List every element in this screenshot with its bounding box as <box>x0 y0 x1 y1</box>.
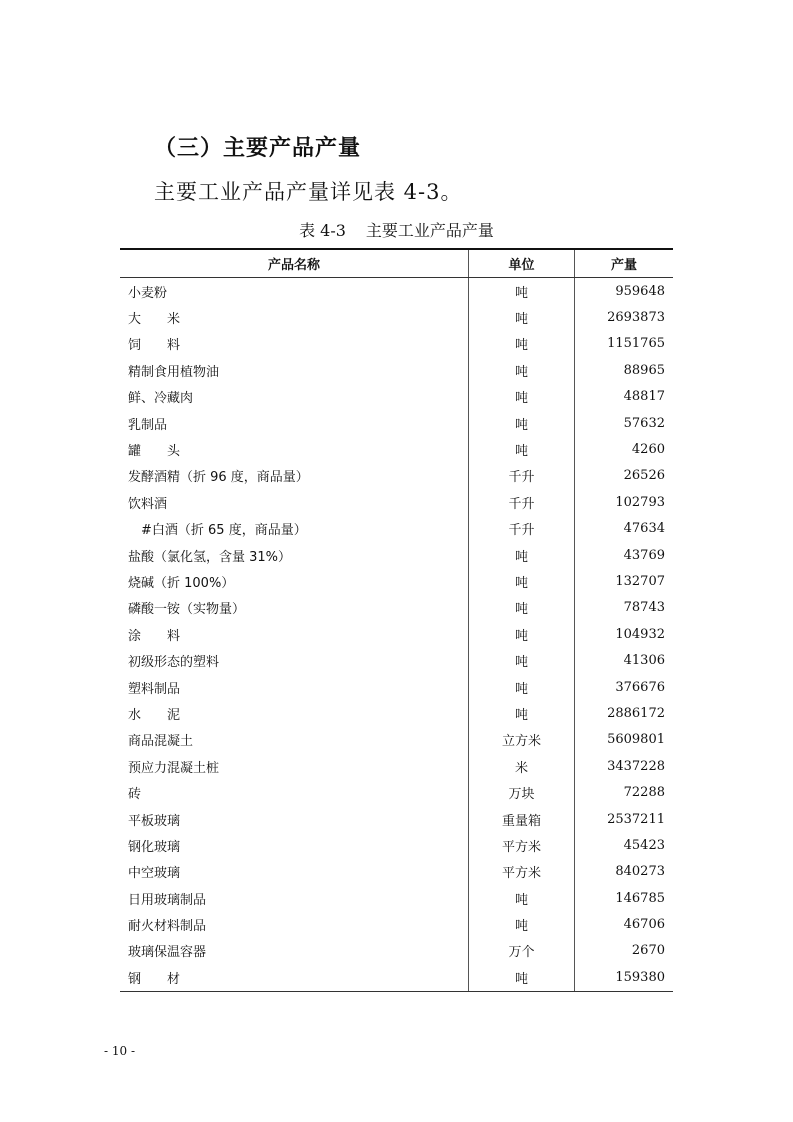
row-quantity: 2886172 <box>575 700 674 726</box>
table-row <box>120 779 673 805</box>
row-quantity: 102793 <box>575 489 674 515</box>
table-row <box>120 753 673 779</box>
table-row <box>120 621 673 647</box>
row-unit: 米 <box>469 753 575 779</box>
row-quantity: 78743 <box>575 595 674 621</box>
row-product-name: 精制食用植物油 <box>128 364 220 380</box>
table-row <box>120 436 673 462</box>
table-row <box>120 595 673 621</box>
row-unit: 吨 <box>469 278 575 305</box>
table-row <box>120 304 673 330</box>
row-product-name: 涂 料 <box>128 628 181 644</box>
table-caption-title: 主要工业产品产量 <box>365 221 494 240</box>
row-unit: 吨 <box>469 568 575 594</box>
row-unit: 千升 <box>469 516 575 542</box>
table-row <box>120 331 673 357</box>
table-row <box>120 278 673 305</box>
row-product-name: 罐 头 <box>128 444 181 460</box>
row-product-name: 鲜、冷藏肉 <box>128 391 194 407</box>
table-row <box>120 938 673 964</box>
page-number: - 10 - <box>104 1044 136 1058</box>
row-unit: 吨 <box>469 964 575 991</box>
row-unit: 吨 <box>469 357 575 383</box>
table-row <box>120 463 673 489</box>
row-quantity: 57632 <box>575 410 674 436</box>
row-product-name: #白酒（折 65 度，商品量） <box>128 523 307 539</box>
row-quantity: 132707 <box>575 568 674 594</box>
table-header-row <box>120 249 673 278</box>
row-unit: 吨 <box>469 647 575 673</box>
table-row <box>120 806 673 832</box>
row-unit: 吨 <box>469 542 575 568</box>
row-unit: 平方米 <box>469 832 575 858</box>
table-caption-number: 表 4-3 <box>299 221 346 240</box>
row-quantity: 46706 <box>575 911 674 937</box>
table-row <box>120 489 673 515</box>
row-quantity: 5609801 <box>575 727 674 753</box>
table-row <box>120 568 673 594</box>
row-unit: 吨 <box>469 911 575 937</box>
row-product-name: 塑料制品 <box>128 681 181 697</box>
row-unit: 平方米 <box>469 859 575 885</box>
row-product-name: 乳制品 <box>128 417 168 433</box>
row-product-name: 发酵酒精（折 96 度，商品量） <box>128 470 309 486</box>
row-unit: 重量箱 <box>469 806 575 832</box>
row-quantity: 45423 <box>575 832 674 858</box>
header-unit: 单位 <box>469 249 575 278</box>
row-unit: 吨 <box>469 700 575 726</box>
row-product-name: 预应力混凝土桩 <box>128 760 220 776</box>
row-product-name: 初级形态的塑料 <box>128 655 220 671</box>
table-row <box>120 911 673 937</box>
row-product-name: 商品混凝土 <box>128 734 194 750</box>
row-quantity: 43769 <box>575 542 674 568</box>
row-product-name: 中空玻璃 <box>128 866 181 882</box>
row-product-name: 砖 <box>128 787 142 803</box>
table-body <box>120 278 673 992</box>
row-unit: 吨 <box>469 410 575 436</box>
section-heading: （三）主要产品产量 <box>154 136 362 161</box>
row-quantity: 2693873 <box>575 304 674 330</box>
row-unit: 吨 <box>469 885 575 911</box>
row-product-name: 耐火材料制品 <box>128 919 207 935</box>
row-quantity: 104932 <box>575 621 674 647</box>
row-quantity: 47634 <box>575 516 674 542</box>
row-quantity: 26526 <box>575 463 674 489</box>
row-quantity: 840273 <box>575 859 674 885</box>
row-quantity: 41306 <box>575 647 674 673</box>
row-quantity: 2670 <box>575 938 674 964</box>
row-product-name: 盐酸（氯化氢，含量 31%） <box>128 549 292 565</box>
table-row <box>120 885 673 911</box>
row-quantity: 48817 <box>575 384 674 410</box>
table-row <box>120 964 673 991</box>
table-row <box>120 542 673 568</box>
row-product-name: 饮料酒 <box>128 496 168 512</box>
row-quantity: 146785 <box>575 885 674 911</box>
row-unit: 千升 <box>469 489 575 515</box>
row-unit: 吨 <box>469 331 575 357</box>
table-row <box>120 384 673 410</box>
table-row <box>120 674 673 700</box>
row-product-name: 小麦粉 <box>128 285 168 301</box>
table-row <box>120 859 673 885</box>
row-product-name: 饲 料 <box>128 338 181 354</box>
row-unit: 吨 <box>469 304 575 330</box>
table-caption <box>120 218 673 241</box>
row-product-name: 日用玻璃制品 <box>128 892 207 908</box>
row-product-name: 平板玻璃 <box>128 813 181 829</box>
row-quantity: 4260 <box>575 436 674 462</box>
row-product-name: 钢化玻璃 <box>128 839 181 855</box>
header-quantity: 产量 <box>575 249 674 278</box>
row-product-name: 钢 材 <box>120 964 469 991</box>
row-quantity: 3437228 <box>575 753 674 779</box>
row-product-name: 烧碱（折 100%） <box>128 575 235 591</box>
row-product-name: 玻璃保温容器 <box>128 945 207 961</box>
row-product-name: 水 泥 <box>128 707 181 723</box>
table-row <box>120 832 673 858</box>
table-row <box>120 357 673 383</box>
row-product-name: 大 米 <box>128 312 181 328</box>
row-unit: 万个 <box>469 938 575 964</box>
row-quantity: 72288 <box>575 779 674 805</box>
product-output-table <box>120 248 673 992</box>
row-product-name: 磷酸一铵（实物量） <box>128 602 246 618</box>
table-row <box>120 516 673 542</box>
row-unit: 吨 <box>469 674 575 700</box>
row-unit: 千升 <box>469 463 575 489</box>
row-unit: 吨 <box>469 621 575 647</box>
row-unit: 吨 <box>469 384 575 410</box>
table-row <box>120 700 673 726</box>
table-row <box>120 727 673 753</box>
row-quantity: 376676 <box>575 674 674 700</box>
row-quantity: 159380 <box>575 964 674 991</box>
header-product-name: 产品名称 <box>120 249 469 278</box>
row-unit: 立方米 <box>469 727 575 753</box>
row-unit: 吨 <box>469 436 575 462</box>
table-row <box>120 410 673 436</box>
row-quantity: 1151765 <box>575 331 674 357</box>
intro-paragraph: 主要工业产品产量详见表 4-3。 <box>154 180 463 204</box>
row-unit: 万块 <box>469 779 575 805</box>
row-unit: 吨 <box>469 595 575 621</box>
row-quantity: 2537211 <box>575 806 674 832</box>
row-quantity: 959648 <box>575 278 674 305</box>
row-quantity: 88965 <box>575 357 674 383</box>
table-row <box>120 647 673 673</box>
